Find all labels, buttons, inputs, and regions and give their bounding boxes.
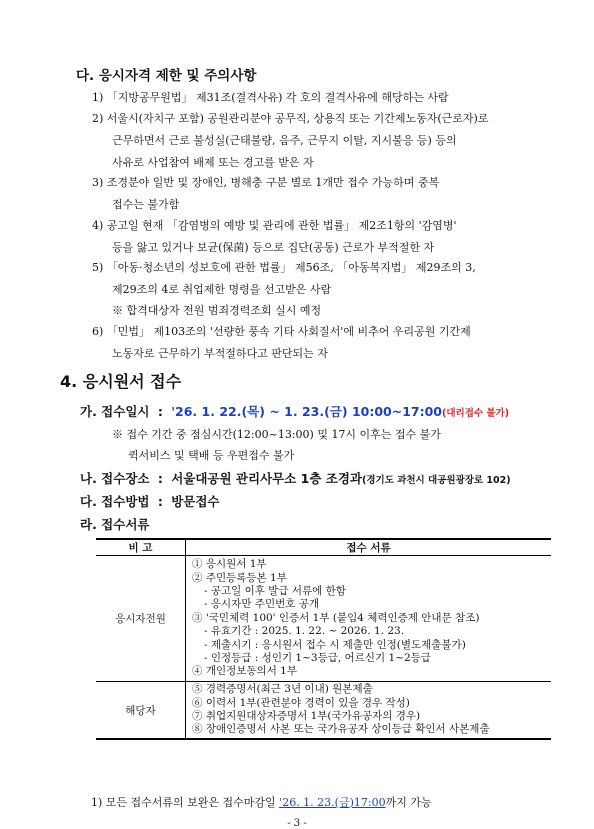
note-suffix: 까지 가능 bbox=[385, 796, 432, 809]
restriction-item-3 bbox=[92, 175, 439, 190]
item-text: 「지방공무원법」 제31조(결격사유) 각 호의 결격사유에 해당하는 사람 bbox=[106, 91, 449, 104]
doc-line: ⑦ 취업지원대상자증명서 1부(국가유공자의 경우) bbox=[192, 710, 421, 722]
restriction-item-2 bbox=[92, 111, 488, 126]
item-text-continued: 근무하면서 근로 불성실(근태불량, 음주, 근무지 이탈, 지시불응 등) 등의 bbox=[112, 134, 457, 147]
background-check-note: ※ 합격대상자 전원 범죄경력조회 실시 예정 bbox=[112, 304, 322, 317]
item-number: 6) bbox=[92, 325, 104, 338]
header-remarks: 비 고 bbox=[96, 539, 186, 556]
doc-subline: - 유효기간 : 2025. 1. 22. ~ 2026. 1. 23. bbox=[204, 625, 405, 638]
doc-subline: - 응시자만 주민번호 공개 bbox=[204, 598, 319, 611]
documents-label: 라. 접수서류 bbox=[80, 517, 150, 532]
item-number: 3) bbox=[92, 176, 104, 189]
item-number: 1) bbox=[92, 91, 104, 104]
header-documents: 접수 서류 bbox=[186, 539, 552, 556]
doc-line: ② 주민등록등본 1부 bbox=[192, 571, 287, 584]
restriction-item-1 bbox=[92, 90, 449, 105]
table-row bbox=[96, 556, 551, 682]
doc-line: ③ '국민체력 100' 인증서 1부 (붙임4 체력인증제 안내문 참조) bbox=[192, 611, 480, 624]
place-label: 나. 접수장소 bbox=[80, 471, 150, 486]
section-heading-restrictions: 다. 응시자격 제한 및 주의사항 bbox=[76, 68, 257, 84]
item-number: 4) bbox=[92, 219, 104, 232]
courier-note: 퀵서비스 및 택배 등 우편접수 불가 bbox=[128, 449, 295, 462]
place-colon: : bbox=[157, 471, 163, 486]
place-address: (경기도 과천시 대공원광장로 102) bbox=[362, 475, 511, 486]
note-prefix: 1) 모든 접수서류의 보완은 접수마감일 bbox=[91, 796, 280, 809]
doc-subline: - 제출시기 : 응시원서 접수 시 제출만 인정(별도제출불가) bbox=[204, 638, 466, 651]
lunch-break-note: ※ 접수 기간 중 점심시간(12:00~13:00) 및 17시 이후는 접수 불가 bbox=[112, 428, 441, 441]
doc-subline: - 공고일 이후 발급 서류에 한함 bbox=[204, 584, 346, 597]
period-colon: : bbox=[157, 404, 163, 419]
item-number: 2) bbox=[92, 112, 104, 125]
item-text-continued: 등을 앓고 있거나 보균(保菌) 등으로 집단(공동) 근로가 부적절한 자 bbox=[112, 241, 435, 254]
item-text: 서울시(자치구 포함) 공원관리분야 공무직, 상용직 또는 기간제노동자(근로자)로 bbox=[106, 112, 489, 125]
item-text: 조경분야 일반 및 장애인, 병해충 구분 별로 1개만 접수 가능하며 중복 bbox=[106, 176, 440, 189]
period-label: 가. 접수일시 bbox=[80, 404, 150, 419]
restriction-item-5 bbox=[92, 260, 476, 275]
restriction-item-4 bbox=[92, 218, 457, 233]
deadline-date: '26. 1. 23.(금)17:00 bbox=[279, 796, 386, 809]
row-documents-applicable bbox=[186, 682, 552, 740]
row-documents-all bbox=[186, 556, 552, 682]
item-text: 공고일 현재 「감염병의 예방 및 관리에 관한 법률」 제2조1항의 '감염병' bbox=[106, 219, 457, 232]
doc-line: ① 응시원서 1부 bbox=[192, 558, 267, 571]
item-text: 「아동·청소년의 성보호에 관한 법률」 제56조, 「아동복지법」 제29조의 3, bbox=[106, 261, 476, 274]
supplement-deadline-note bbox=[91, 794, 432, 810]
application-place bbox=[80, 469, 511, 487]
table-header-row bbox=[96, 539, 551, 556]
section-heading-application: 4. 응시원서 접수 bbox=[60, 372, 182, 391]
item-text-continued: 노동자로 근무하기 부적절하다고 판단되는 자 bbox=[112, 347, 328, 360]
row-label-all-applicants: 응시자전원 bbox=[96, 556, 186, 682]
table-row bbox=[96, 682, 551, 740]
no-proxy-tag: (대리접수 불가) bbox=[442, 408, 510, 419]
item-text: 「민법」 제103조의 '선량한 풍속 기타 사회질서'에 비추어 우리공원 기간제 bbox=[106, 325, 471, 338]
doc-line: ④ 개인정보동의서 1부 bbox=[192, 665, 297, 678]
doc-line: ⑥ 이력서 1부(관련분야 경력이 있을 경우 작성) bbox=[192, 696, 410, 709]
application-method bbox=[80, 492, 220, 510]
doc-line: ⑤ 경력증명서(최근 3년 이내) 원본제출 bbox=[192, 683, 373, 696]
doc-subline: - 인정등급 : 성인기 1~3등급, 어르신기 1~2등급 bbox=[204, 652, 431, 665]
documents-table bbox=[96, 538, 551, 740]
row-label-applicable: 해당자 bbox=[96, 682, 186, 740]
method-value: 방문접수 bbox=[171, 494, 220, 509]
item-number: 5) bbox=[92, 261, 104, 274]
method-colon: : bbox=[157, 494, 163, 509]
method-label: 다. 접수방법 bbox=[80, 494, 150, 509]
place-value: 서울대공원 관리사무소 1층 조경과 bbox=[171, 471, 363, 486]
page-number: - 3 - bbox=[287, 818, 307, 829]
doc-line: ⑧ 장애인증명서 사본 또는 국가유공자 상이등급 확인서 사본제출 bbox=[192, 723, 490, 736]
item-text-continued: 제29조의 4로 취업제한 명령을 선고받은 사람 bbox=[112, 283, 332, 296]
restriction-item-6 bbox=[92, 324, 471, 339]
item-text-continued: 접수는 불가함 bbox=[112, 198, 180, 211]
period-value: '26. 1. 22.(목) ~ 1. 23.(금) 10:00~17:00 bbox=[171, 404, 442, 419]
application-period bbox=[80, 402, 509, 420]
item-text-continued: 사유로 사업참여 배제 또는 경고를 받은 자 bbox=[112, 156, 314, 169]
